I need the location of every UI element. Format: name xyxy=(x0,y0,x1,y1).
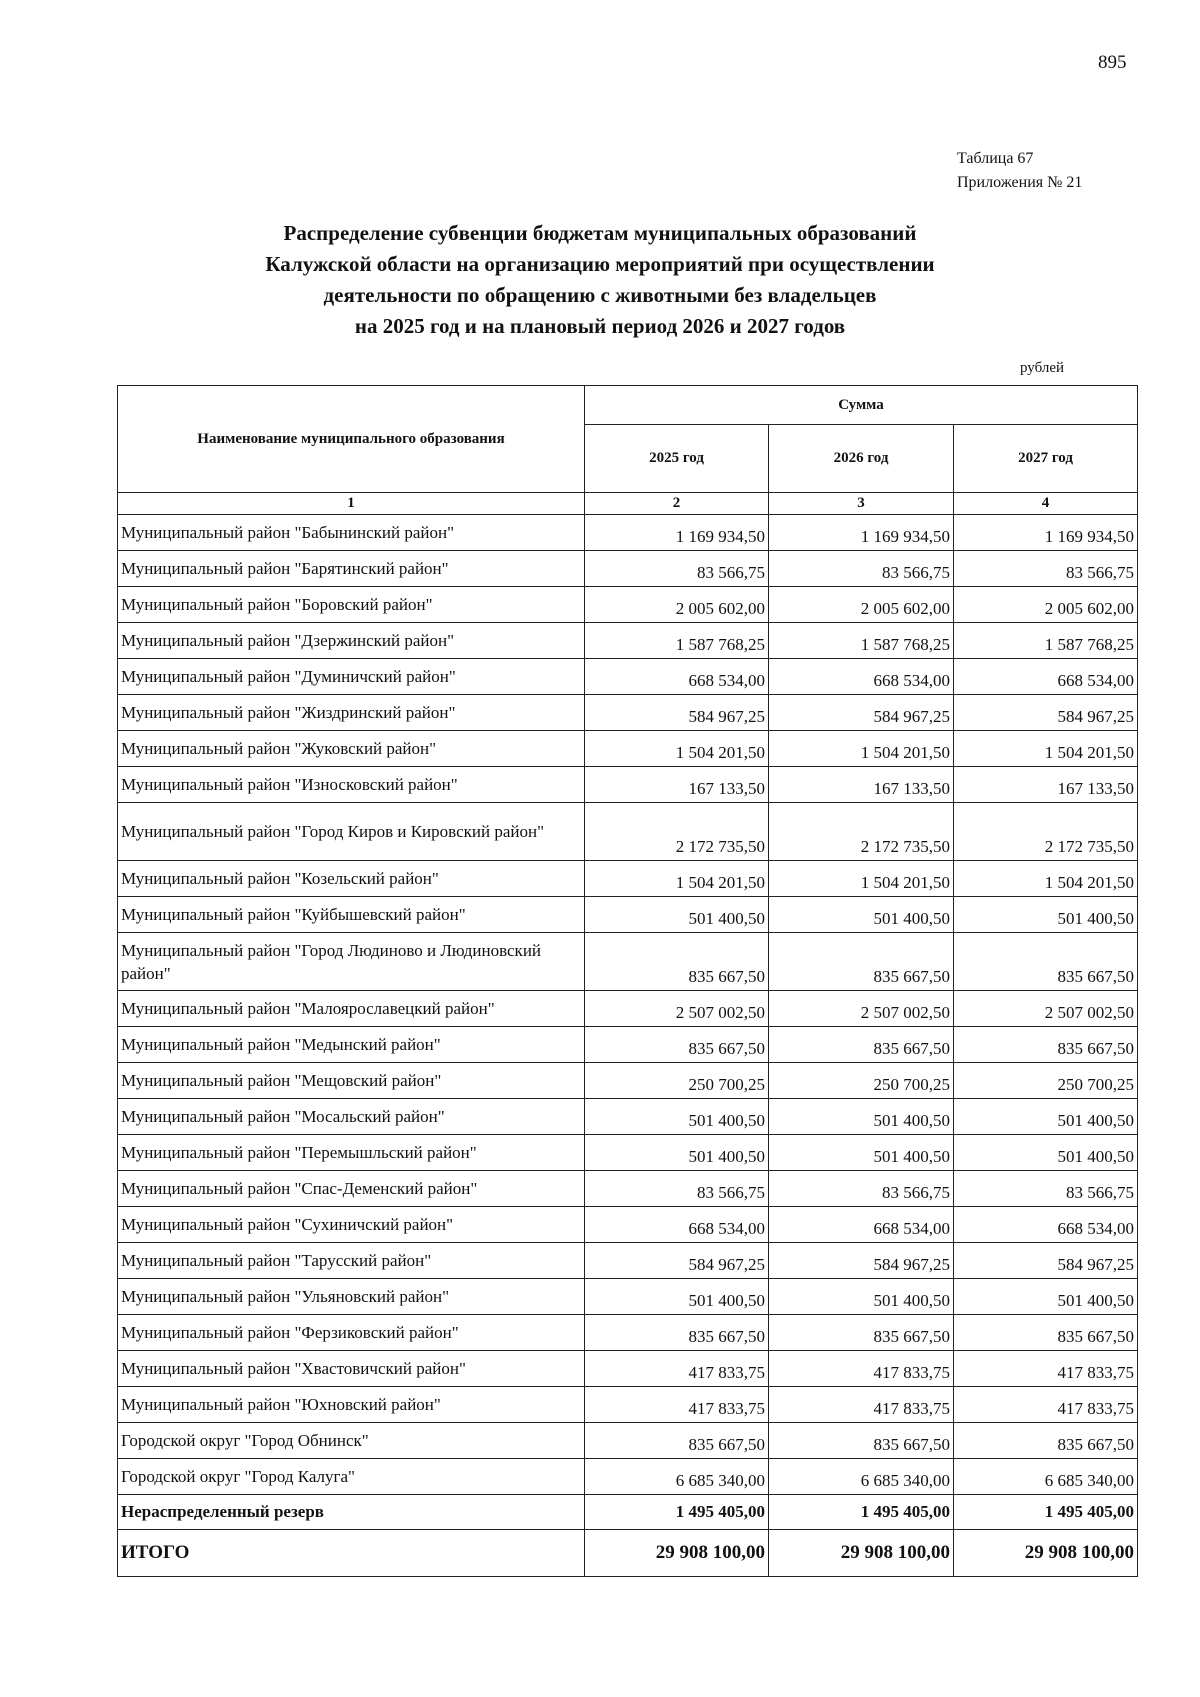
municipality-name: Муниципальный район "Город Людиново и Людиновский район" xyxy=(118,933,585,991)
table-row xyxy=(118,1207,1138,1243)
table-row xyxy=(118,623,1138,659)
table-row xyxy=(118,587,1138,623)
header-year-2026: 2026 год xyxy=(769,425,954,493)
header-name-column: Наименование муниципального образования xyxy=(118,386,585,493)
amount-2026: 668 534,00 xyxy=(769,659,954,695)
amount-2026: 417 833,75 xyxy=(769,1351,954,1387)
amount-2025: 835 667,50 xyxy=(585,1027,769,1063)
municipality-name: Муниципальный район "Ферзиковский район" xyxy=(118,1315,585,1351)
amount-2026: 83 566,75 xyxy=(769,551,954,587)
amount-2027: 250 700,25 xyxy=(954,1063,1138,1099)
amount-2027: 1 504 201,50 xyxy=(954,731,1138,767)
column-number: 3 xyxy=(769,493,954,515)
table-row xyxy=(118,803,1138,861)
table-row xyxy=(118,731,1138,767)
municipality-name: Муниципальный район "Малоярославецкий район" xyxy=(118,991,585,1027)
total-amount-2027: 29 908 100,00 xyxy=(954,1530,1138,1577)
amount-2025: 250 700,25 xyxy=(585,1063,769,1099)
amount-2027: 1 587 768,25 xyxy=(954,623,1138,659)
amount-2026: 2 172 735,50 xyxy=(769,803,954,861)
amount-2026: 417 833,75 xyxy=(769,1387,954,1423)
amount-2025: 584 967,25 xyxy=(585,695,769,731)
amount-2026: 584 967,25 xyxy=(769,695,954,731)
table-row xyxy=(118,1459,1138,1495)
amount-2025: 2 005 602,00 xyxy=(585,587,769,623)
document-title xyxy=(160,218,1040,342)
municipality-name: Муниципальный район "Юхновский район" xyxy=(118,1387,585,1423)
title-line-3: деятельности по обращению с животными без владельцев xyxy=(323,283,877,307)
table-row xyxy=(118,695,1138,731)
page-number: 895 xyxy=(1098,52,1127,73)
amount-2027: 501 400,50 xyxy=(954,1099,1138,1135)
municipality-name: Муниципальный район "Тарусский район" xyxy=(118,1243,585,1279)
amount-2027: 668 534,00 xyxy=(954,659,1138,695)
amount-2026: 501 400,50 xyxy=(769,1279,954,1315)
column-number: 4 xyxy=(954,493,1138,515)
amount-2027: 1 504 201,50 xyxy=(954,861,1138,897)
table-row xyxy=(118,991,1138,1027)
amount-2025: 835 667,50 xyxy=(585,1315,769,1351)
table-row xyxy=(118,1279,1138,1315)
municipality-name: Муниципальный район "Козельский район" xyxy=(118,861,585,897)
amount-2027: 1 169 934,50 xyxy=(954,515,1138,551)
municipality-name: Городской округ "Город Обнинск" xyxy=(118,1423,585,1459)
amount-2027: 501 400,50 xyxy=(954,897,1138,933)
table-row xyxy=(118,767,1138,803)
municipality-name: Муниципальный район "Мосальский район" xyxy=(118,1099,585,1135)
table-row xyxy=(118,1027,1138,1063)
amount-2025: 1 504 201,50 xyxy=(585,731,769,767)
municipality-name: Муниципальный район "Хвастовичский район" xyxy=(118,1351,585,1387)
total-amount-2025: 29 908 100,00 xyxy=(585,1530,769,1577)
header-sum-group: Сумма xyxy=(585,386,1138,425)
reserve-label: Нераспределенный резерв xyxy=(118,1495,585,1530)
municipality-name: Муниципальный район "Думиничский район" xyxy=(118,659,585,695)
amount-2025: 668 534,00 xyxy=(585,1207,769,1243)
amount-2025: 2 507 002,50 xyxy=(585,991,769,1027)
amount-2025: 1 504 201,50 xyxy=(585,861,769,897)
amount-2027: 167 133,50 xyxy=(954,767,1138,803)
amount-2025: 1 587 768,25 xyxy=(585,623,769,659)
amount-2027: 835 667,50 xyxy=(954,1423,1138,1459)
table-row xyxy=(118,1063,1138,1099)
amount-2027: 417 833,75 xyxy=(954,1351,1138,1387)
amount-2026: 501 400,50 xyxy=(769,1135,954,1171)
amount-2025: 1 169 934,50 xyxy=(585,515,769,551)
amount-2025: 417 833,75 xyxy=(585,1351,769,1387)
reserve-amount-2026: 1 495 405,00 xyxy=(769,1495,954,1530)
table-row xyxy=(118,897,1138,933)
municipality-name: Муниципальный район "Спас-Деменский район" xyxy=(118,1171,585,1207)
amount-2027: 83 566,75 xyxy=(954,551,1138,587)
amount-2027: 835 667,50 xyxy=(954,1027,1138,1063)
amount-2026: 584 967,25 xyxy=(769,1243,954,1279)
total-row xyxy=(118,1530,1138,1577)
amount-2026: 501 400,50 xyxy=(769,1099,954,1135)
municipality-name: Муниципальный район "Износковский район" xyxy=(118,767,585,803)
amount-2026: 250 700,25 xyxy=(769,1063,954,1099)
amount-2026: 2 507 002,50 xyxy=(769,991,954,1027)
header-year-2025: 2025 год xyxy=(585,425,769,493)
municipality-name: Муниципальный район "Барятинский район" xyxy=(118,551,585,587)
amount-2027: 584 967,25 xyxy=(954,1243,1138,1279)
amount-2027: 501 400,50 xyxy=(954,1279,1138,1315)
amount-2025: 501 400,50 xyxy=(585,1135,769,1171)
amount-2025: 501 400,50 xyxy=(585,897,769,933)
reserve-row xyxy=(118,1495,1138,1530)
table-row xyxy=(118,1099,1138,1135)
table-row xyxy=(118,1387,1138,1423)
amount-2026: 6 685 340,00 xyxy=(769,1459,954,1495)
amount-2025: 167 133,50 xyxy=(585,767,769,803)
amount-2026: 1 504 201,50 xyxy=(769,861,954,897)
total-amount-2026: 29 908 100,00 xyxy=(769,1530,954,1577)
amount-2027: 501 400,50 xyxy=(954,1135,1138,1171)
amount-2026: 1 587 768,25 xyxy=(769,623,954,659)
amount-2026: 835 667,50 xyxy=(769,1027,954,1063)
amount-2027: 668 534,00 xyxy=(954,1207,1138,1243)
amount-2025: 835 667,50 xyxy=(585,933,769,991)
municipality-name: Муниципальный район "Медынский район" xyxy=(118,1027,585,1063)
amount-2025: 83 566,75 xyxy=(585,1171,769,1207)
amount-2026: 1 504 201,50 xyxy=(769,731,954,767)
table-row xyxy=(118,1315,1138,1351)
table-row xyxy=(118,659,1138,695)
subvention-table xyxy=(117,385,1138,1577)
amount-2026: 501 400,50 xyxy=(769,897,954,933)
amount-2025: 501 400,50 xyxy=(585,1279,769,1315)
table-number: Таблица 67 xyxy=(957,150,1034,167)
table-row xyxy=(118,861,1138,897)
table-row xyxy=(118,515,1138,551)
municipality-name: Городской округ "Город Калуга" xyxy=(118,1459,585,1495)
amount-2027: 6 685 340,00 xyxy=(954,1459,1138,1495)
table-row xyxy=(118,551,1138,587)
amount-2027: 2 507 002,50 xyxy=(954,991,1138,1027)
reserve-amount-2025: 1 495 405,00 xyxy=(585,1495,769,1530)
amount-2027: 2 172 735,50 xyxy=(954,803,1138,861)
title-line-2: Калужской области на организацию мероприятий при осуществлении xyxy=(265,252,935,276)
amount-2025: 6 685 340,00 xyxy=(585,1459,769,1495)
table-row xyxy=(118,933,1138,991)
municipality-name: Муниципальный район "Боровский район" xyxy=(118,587,585,623)
amount-2025: 584 967,25 xyxy=(585,1243,769,1279)
municipality-name: Муниципальный район "Дзержинский район" xyxy=(118,623,585,659)
amount-2026: 835 667,50 xyxy=(769,1423,954,1459)
column-number-row xyxy=(118,493,1138,515)
amount-2026: 2 005 602,00 xyxy=(769,587,954,623)
amount-2027: 835 667,50 xyxy=(954,933,1138,991)
amount-2027: 835 667,50 xyxy=(954,1315,1138,1351)
amount-2025: 83 566,75 xyxy=(585,551,769,587)
table-row xyxy=(118,1351,1138,1387)
column-number: 1 xyxy=(118,493,585,515)
column-number: 2 xyxy=(585,493,769,515)
table-row xyxy=(118,1423,1138,1459)
total-label: ИТОГО xyxy=(118,1530,585,1577)
table-reference xyxy=(957,147,1082,195)
amount-2027: 584 967,25 xyxy=(954,695,1138,731)
amount-2025: 501 400,50 xyxy=(585,1099,769,1135)
municipality-name: Муниципальный район "Жуковский район" xyxy=(118,731,585,767)
amount-2027: 83 566,75 xyxy=(954,1171,1138,1207)
amount-2025: 417 833,75 xyxy=(585,1387,769,1423)
amount-2026: 83 566,75 xyxy=(769,1171,954,1207)
title-line-1: Распределение субвенции бюджетам муниципальных образований xyxy=(283,221,917,245)
amount-2025: 835 667,50 xyxy=(585,1423,769,1459)
municipality-name: Муниципальный район "Сухиничский район" xyxy=(118,1207,585,1243)
appendix-number: Приложения № 21 xyxy=(957,174,1083,191)
amount-2025: 668 534,00 xyxy=(585,659,769,695)
units-label: рублей xyxy=(1020,360,1065,376)
table-row xyxy=(118,1243,1138,1279)
municipality-name: Муниципальный район "Перемышльский район" xyxy=(118,1135,585,1171)
municipality-name: Муниципальный район "Куйбышевский район" xyxy=(118,897,585,933)
municipality-name: Муниципальный район "Мещовский район" xyxy=(118,1063,585,1099)
amount-2025: 2 172 735,50 xyxy=(585,803,769,861)
amount-2027: 2 005 602,00 xyxy=(954,587,1138,623)
table-row xyxy=(118,1171,1138,1207)
amount-2027: 417 833,75 xyxy=(954,1387,1138,1423)
title-line-4: на 2025 год и на плановый период 2026 и 2027 годов xyxy=(354,314,846,338)
amount-2026: 835 667,50 xyxy=(769,933,954,991)
amount-2026: 835 667,50 xyxy=(769,1315,954,1351)
municipality-name: Муниципальный район "Жиздринский район" xyxy=(118,695,585,731)
amount-2026: 167 133,50 xyxy=(769,767,954,803)
municipality-name: Муниципальный район "Ульяновский район" xyxy=(118,1279,585,1315)
amount-2026: 668 534,00 xyxy=(769,1207,954,1243)
header-year-2027: 2027 год xyxy=(954,425,1138,493)
reserve-amount-2027: 1 495 405,00 xyxy=(954,1495,1138,1530)
table-row xyxy=(118,1135,1138,1171)
amount-2026: 1 169 934,50 xyxy=(769,515,954,551)
municipality-name: Муниципальный район "Город Киров и Кировский район" xyxy=(118,803,585,861)
municipality-name: Муниципальный район "Бабынинский район" xyxy=(118,515,585,551)
